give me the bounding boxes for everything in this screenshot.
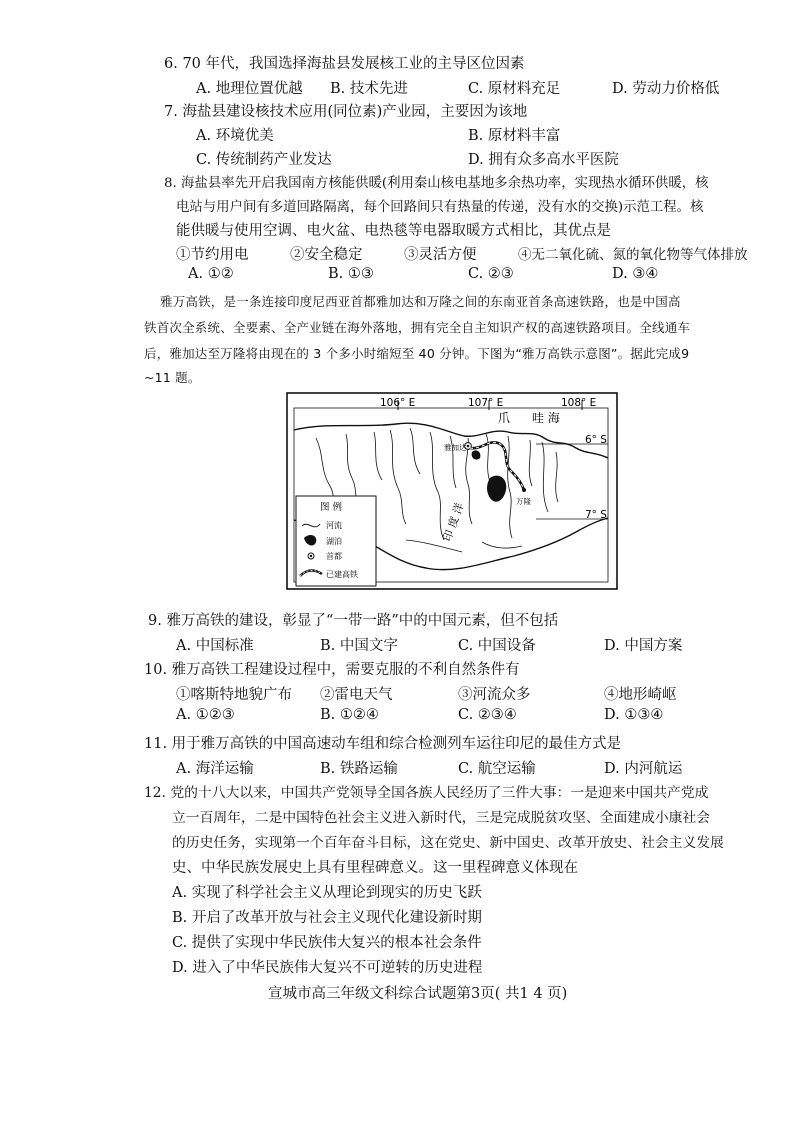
sea-label-1: 爪 [498, 411, 511, 425]
city-label-jakarta: 雅加达 [444, 443, 467, 452]
q7-stem: 7. 海盐县建设核技术应用(同位素)产业园，主要因为该地 [164, 104, 528, 120]
q8-stem-line-2: 电站与用户间有多道回路隔离，每个回路间只有热量的传递，没有水的交换)示范工程。核 [176, 200, 704, 215]
q9-option-d: D. 中国方案 [604, 638, 683, 654]
q10-option-d: D. ①③④ [604, 707, 664, 723]
q8-option-d: D. ③④ [612, 266, 659, 282]
q10-option-c: C. ②③④ [458, 707, 517, 723]
legend-lake: 湖泊 [326, 537, 342, 546]
lon-label-107: 107° E [468, 397, 504, 409]
q12-option-d: D. 进入了中华民族伟大复兴不可逆转的历史进程 [172, 960, 483, 976]
passage-line-3: 后，雅加达至万隆将由现在的 3 个多小时缩短至 40 分钟。下图为“雅万高铁示意图”。据此完成9 [144, 346, 690, 361]
map-legend [296, 496, 376, 586]
q12-option-b: B. 开启了改革开放与社会主义现代化建设新时期 [172, 910, 482, 926]
q6-stem: 6. 70 年代，我国选择海盐县发展核工业的主导区位因素 [164, 56, 525, 72]
sea-label-2: 哇 海 [532, 411, 560, 425]
q12-stem-line-4: 史、中华民族发展史上具有里程碑意义。这一里程碑意义体现在 [172, 860, 578, 876]
q7-option-c: C. 传统制药产业发达 [196, 152, 332, 168]
q8-option-a: A. ①② [188, 266, 234, 282]
legend-railway: 已建高铁 [326, 570, 358, 579]
q10-option-b: B. ①②④ [320, 707, 379, 723]
q12-option-a: A. 实现了科学社会主义从理论到现实的历史飞跃 [172, 885, 482, 901]
legend-capital: 首都 [326, 552, 342, 561]
q8-item-3: ③灵活方便 [404, 247, 477, 263]
q8-item-4: ④无二氧化硫、氮的氧化物等气体排放 [518, 247, 748, 263]
q9-stem: 9. 雅万高铁的建设，彰显了“一带一路”中的中国元素，但不包括 [148, 613, 559, 629]
q11-option-a: A. 海洋运输 [176, 761, 254, 777]
q8-item-1: ①节约用电 [176, 247, 249, 263]
q11-stem: 11. 用于雅万高铁的中国高速动车组和综合检测列车运往印尼的最佳方式是 [144, 736, 622, 752]
q12-stem-line-1: 12. 党的十八大以来，中国共产党领导全国各族人民经历了三件大事：一是迎来中国共产党成 [144, 785, 709, 801]
bandung-marker [522, 488, 526, 492]
q9-option-a: A. 中国标准 [176, 638, 254, 654]
lat-label-6s: 6° S [585, 434, 607, 446]
q10-stem: 10. 雅万高铁工程建设过程中，需要克服的不利自然条件有 [144, 662, 520, 678]
q9-option-b: B. 中国文字 [320, 638, 398, 654]
q6-option-d: D. 劳动力价格低 [612, 81, 720, 97]
passage-line-2: 铁首次全系统、全要素、全产业链在海外落地，拥有完全自主知识产权的高速铁路项目。全线通车 [144, 320, 691, 335]
passage-line-1: 雅万高铁，是一条连接印度尼西亚首都雅加达和万隆之间的东南亚首条高速铁路，也是中国高 [160, 294, 681, 309]
q10-item-2: ②雷电天气 [320, 687, 393, 703]
q7-option-a: A. 环境优美 [196, 128, 274, 144]
q10-item-3: ③河流众多 [458, 687, 531, 703]
lat-label-7s: 7° S [585, 509, 607, 521]
legend-title: 图 例 [320, 502, 343, 513]
q11-option-b: B. 铁路运输 [320, 761, 398, 777]
q8-option-b: B. ①③ [328, 266, 374, 282]
q9-option-c: C. 中国设备 [458, 638, 536, 654]
q12-option-c: C. 提供了实现中华民族伟大复兴的根本社会条件 [172, 935, 482, 951]
city-label-bandung: 万隆 [516, 497, 531, 506]
q7-option-b: B. 原材料丰富 [468, 128, 561, 144]
q10-option-a: A. ①②③ [176, 707, 235, 723]
q11-option-d: D. 内河航运 [604, 761, 683, 777]
q12-stem-line-3: 的历史任务，实现第一个百年奋斗目标，这在党史、新中国史、改革开放史、社会主义发展 [172, 835, 724, 851]
lon-label-106: 106° E [380, 397, 416, 409]
q10-item-1: ①喀斯特地貌广布 [176, 687, 292, 703]
q8-stem-line-3: 能供暖与使用空调、电火盆、电热毯等电器取暖方式相比，其优点是 [176, 223, 611, 239]
q6-option-b: B. 技术先进 [330, 81, 408, 97]
legend-river: 河流 [326, 521, 342, 530]
railway-map [286, 392, 618, 590]
q11-option-c: C. 航空运输 [458, 761, 536, 777]
q10-item-4: ④地形崎岖 [604, 687, 677, 703]
q6-option-a: A. 地理位置优越 [196, 81, 303, 97]
q6-option-c: C. 原材料充足 [468, 81, 561, 97]
lon-label-108: 108° E [561, 397, 597, 409]
page-footer: 宣城市高三年级文科综合试题第3页( 共1 4 页) [268, 986, 568, 1002]
q8-option-c: C. ②③ [468, 266, 514, 282]
q8-stem-line-1: 8. 海盐县率先开启我国南方核能供暖(利用秦山核电基地多余热功率，实现热水循环供暖，核 [164, 176, 709, 191]
q7-option-d: D. 拥有众多高水平医院 [468, 152, 619, 168]
q8-item-2: ②安全稳定 [290, 247, 363, 263]
passage-line-4: ~11 题。 [144, 370, 201, 385]
ocean-label: 印 度 洋 [440, 500, 467, 544]
q12-stem-line-2: 立一百周年，二是中国特色社会主义进入新时代，三是完成脱贫攻坚、全面建成小康社会 [172, 810, 711, 826]
